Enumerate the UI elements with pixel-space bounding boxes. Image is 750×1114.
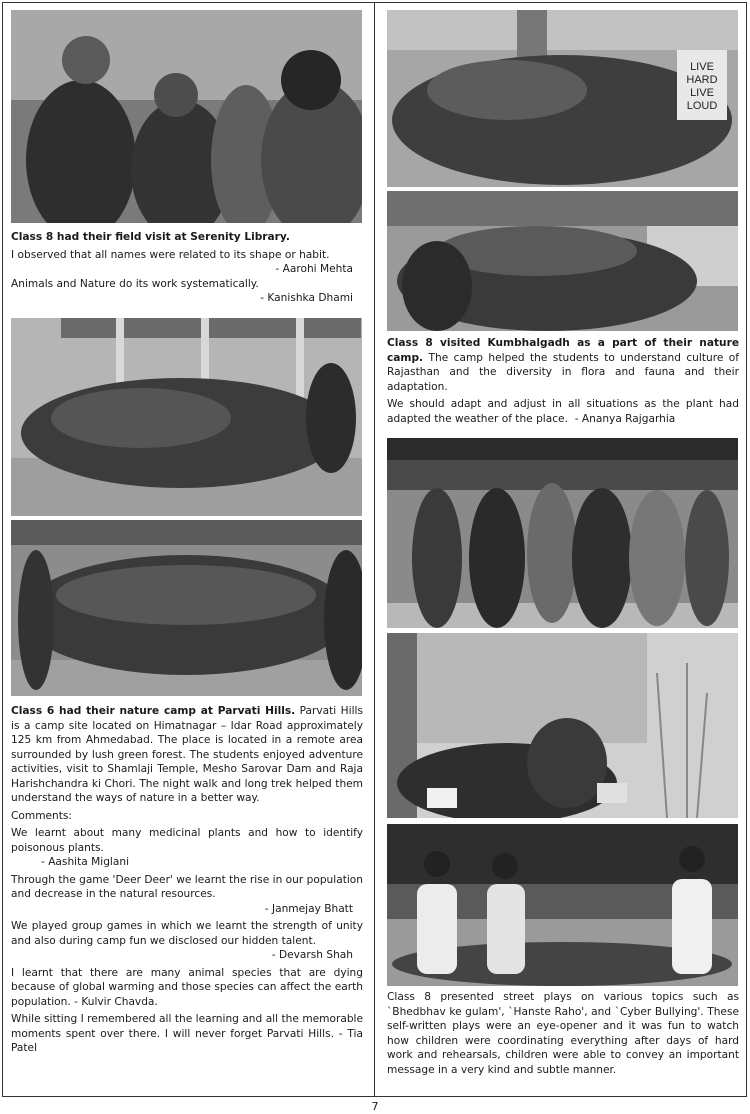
tshirt-text: HARD (686, 74, 718, 86)
comment: We learnt about many medicinal plants and how to identify poisonous plants. (11, 827, 363, 854)
comment: While sitting I remembered all the learning and all the memorable moments spent over there. I will never forget Parvati Hills. - Tia Patel (11, 1013, 363, 1054)
photo-street-play-outdoor (387, 633, 738, 818)
comment: Through the game 'Deer Deer' we learnt the rise in our population and decrease in the natural resources. (11, 873, 363, 900)
kumbhalgadh-quote: We should adapt and adjust in all situations as the plant had adapted the weather of the place. - Ananya Rajgarhia (387, 398, 739, 425)
photo-parvati-hills-group-shelter (11, 318, 362, 516)
column-divider (374, 2, 375, 1097)
photo-street-play-stage (387, 824, 738, 986)
photo-kumbhalgadh-group-rocks (387, 191, 738, 331)
photo-street-play-performers (387, 438, 738, 628)
parvati-caption: Class 6 had their nature camp at Parvati Hills. Parvati Hills is a camp site located on Himatnagar – Idar Road approximately 125 km from Ahmedabad. The place is located in a remote area surrounded by lush green forest. The students enjoyed adventure activities, visit to Shamlaji Temple, Mesho Sarovar Dam and Raja Harishchandra ki Chori. The night walk and long trek helped them understand the ways of nature in a better way. (11, 705, 363, 804)
comment: We played group games in which we learnt the strength of unity and also during camp fun we disclosed our hidden talent. (11, 920, 363, 947)
serenity-caption: Class 8 had their field visit at Serenity Library. (11, 231, 290, 243)
serenity-text (11, 230, 363, 306)
kumbhalgadh-caption: Class 8 visited Kumbhalgadh as a part of their nature camp. The camp helped the students to understand culture of Rajasthan and the diversity in flora and fauna and their adaptation. (387, 337, 739, 393)
page-number: 7 (371, 1100, 379, 1113)
street-plays-caption: Class 8 presented street plays on various topics such as `Bhedbhav ke gulam', `Hanste Raho', and `Cyber Bullying'. These self-written plays were an eye-opener and it was fun to watch how children were coordinating everything after days of hard work and rehearsals, children were able to convey an important message in a very kind and subtle manner. (387, 991, 739, 1076)
comment: I learnt that there are many animal species that are dying because of global warming and those species can affect the earth population. - Kulvir Chavda. (11, 966, 363, 1008)
street-plays-text (387, 990, 739, 1080)
comment-author: - Aashita Miglani (41, 856, 130, 868)
serenity-quote-author: - Aarohi Mehta (275, 263, 353, 275)
kumbhalgadh-text (387, 336, 739, 426)
comment-author: - Devarsh Shah (271, 949, 353, 961)
photo-kumbhalgadh-group-wall (387, 10, 738, 187)
serenity-quote: Animals and Nature do its work systematically. (11, 277, 259, 290)
parvati-text (11, 704, 363, 1056)
tshirt-text: LOUD (686, 100, 718, 112)
photo-serenity-library-students (11, 10, 362, 223)
comments-label: Comments: (11, 809, 72, 822)
tshirt-text: LIVE (690, 61, 714, 73)
tshirt-text: LIVE (690, 87, 714, 99)
photo-parvati-hills-group-outdoor (11, 520, 362, 696)
serenity-quote-author: - Kanishka Dhami (260, 292, 353, 304)
comment-author: - Janmejay Bhatt (264, 902, 353, 915)
serenity-quote: I observed that all names were related to its shape or habit. (11, 248, 330, 261)
